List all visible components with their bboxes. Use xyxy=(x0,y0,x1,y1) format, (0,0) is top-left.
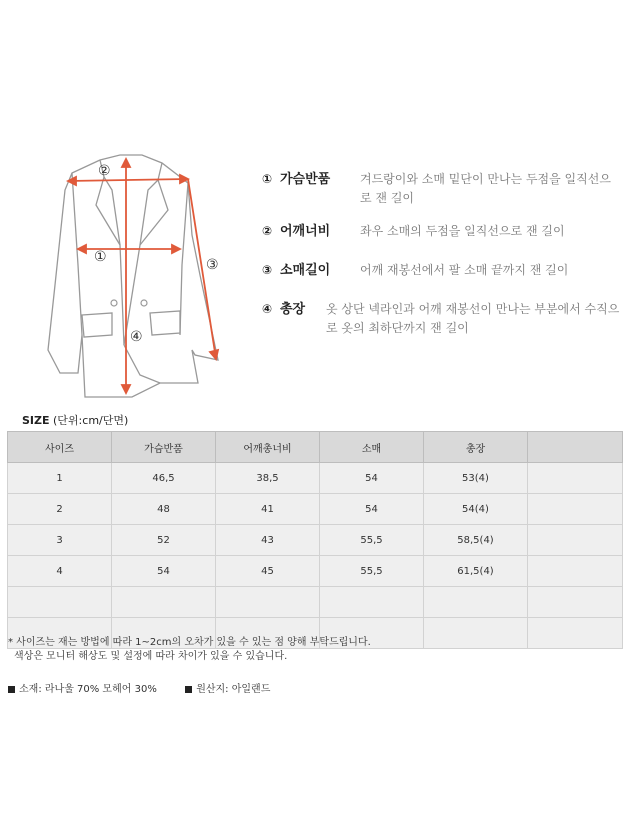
table-cell: 52 xyxy=(112,525,216,556)
size-label xyxy=(22,412,128,428)
legend-item-chest xyxy=(262,170,622,208)
marker-chest: ① xyxy=(94,249,107,265)
header-length: 총장 xyxy=(424,432,528,463)
legend-number: ④ xyxy=(262,302,273,316)
table-cell: 1 xyxy=(8,463,112,494)
table-cell: 48 xyxy=(112,494,216,525)
legend-item-sleeve xyxy=(262,261,622,280)
jacket-sketch xyxy=(20,135,260,405)
table-row xyxy=(8,556,623,587)
header-size: 사이즈 xyxy=(8,432,112,463)
table-cell xyxy=(528,463,623,494)
table-row xyxy=(8,494,623,525)
table-cell xyxy=(8,587,112,618)
table-cell xyxy=(216,587,320,618)
legend-term: 어깨너비 xyxy=(280,224,331,239)
table-cell: 43 xyxy=(216,525,320,556)
header-chest: 가슴반품 xyxy=(112,432,216,463)
jacket-measurement-diagram xyxy=(20,135,260,405)
legend-term: 가슴반품 xyxy=(280,172,331,187)
marker-length: ④ xyxy=(130,329,143,345)
table-cell: 3 xyxy=(8,525,112,556)
table-cell: 54 xyxy=(112,556,216,587)
table-cell xyxy=(112,587,216,618)
table-cell: 55,5 xyxy=(320,525,424,556)
size-table xyxy=(7,431,623,649)
table-cell xyxy=(528,587,623,618)
header-shoulder: 어깨총너비 xyxy=(216,432,320,463)
size-unit: (단위:cm/단면) xyxy=(53,414,129,427)
legend-number: ① xyxy=(262,172,273,186)
table-header-row xyxy=(8,432,623,463)
material-info xyxy=(8,680,270,695)
legend-description: 어깨 재봉선에서 팔 소매 끝까지 잰 길이 xyxy=(360,263,569,277)
table-cell: 46,5 xyxy=(112,463,216,494)
table-body xyxy=(8,463,623,649)
marker-shoulder: ② xyxy=(98,163,111,179)
legend-number: ③ xyxy=(262,263,273,277)
table-cell xyxy=(528,525,623,556)
table-cell: 4 xyxy=(8,556,112,587)
header-sleeve: 소매 xyxy=(320,432,424,463)
table-cell xyxy=(424,587,528,618)
table-cell: 41 xyxy=(216,494,320,525)
size-title: SIZE xyxy=(22,414,50,427)
bullet-square-icon xyxy=(185,686,192,693)
legend-description: 좌우 소매의 두점을 일직선으로 잰 길이 xyxy=(360,224,565,238)
note-line: 색상은 모니터 해상도 및 설정에 따라 차이가 있을 수 있습니다. xyxy=(14,651,288,662)
table-cell xyxy=(528,556,623,587)
measurement-legend xyxy=(262,170,622,352)
table-row xyxy=(8,463,623,494)
legend-term: 소매길이 xyxy=(280,263,331,278)
table-row xyxy=(8,525,623,556)
origin-text: 원산지: 아일랜드 xyxy=(196,684,271,695)
table-cell: 58,5(4) xyxy=(424,525,528,556)
legend-description: 옷 상단 넥라인과 어깨 재봉선이 만나는 부분에서 수직으로 옷의 최하단까지 잰 길이 xyxy=(326,302,620,335)
table-cell: 54(4) xyxy=(424,494,528,525)
table-cell xyxy=(528,494,623,525)
table-cell: 2 xyxy=(8,494,112,525)
table-cell xyxy=(320,587,424,618)
fabric-text: 소재: 라나울 70% 모헤어 30% xyxy=(19,684,157,695)
table-cell: 61,5(4) xyxy=(424,556,528,587)
legend-item-length xyxy=(262,300,622,338)
note-line: * 사이즈는 재는 방법에 따라 1~2cm의 오차가 있을 수 있는 점 양해 부탁드립니다. xyxy=(8,637,371,648)
table-cell: 53(4) xyxy=(424,463,528,494)
legend-description: 겨드랑이와 소매 밑단이 만나는 두점을 일직선으로 잰 길이 xyxy=(360,172,611,205)
bullet-square-icon xyxy=(8,686,15,693)
marker-sleeve: ③ xyxy=(206,257,219,273)
legend-item-shoulder xyxy=(262,222,622,241)
table-cell: 45 xyxy=(216,556,320,587)
legend-number: ② xyxy=(262,224,273,238)
table-row xyxy=(8,587,623,618)
table-cell xyxy=(528,618,623,649)
table-cell: 54 xyxy=(320,494,424,525)
table-cell: 55,5 xyxy=(320,556,424,587)
table-cell xyxy=(424,618,528,649)
header-empty xyxy=(528,432,623,463)
notes xyxy=(8,636,371,664)
table-cell: 38,5 xyxy=(216,463,320,494)
table-cell: 54 xyxy=(320,463,424,494)
legend-term: 총장 xyxy=(280,302,306,317)
